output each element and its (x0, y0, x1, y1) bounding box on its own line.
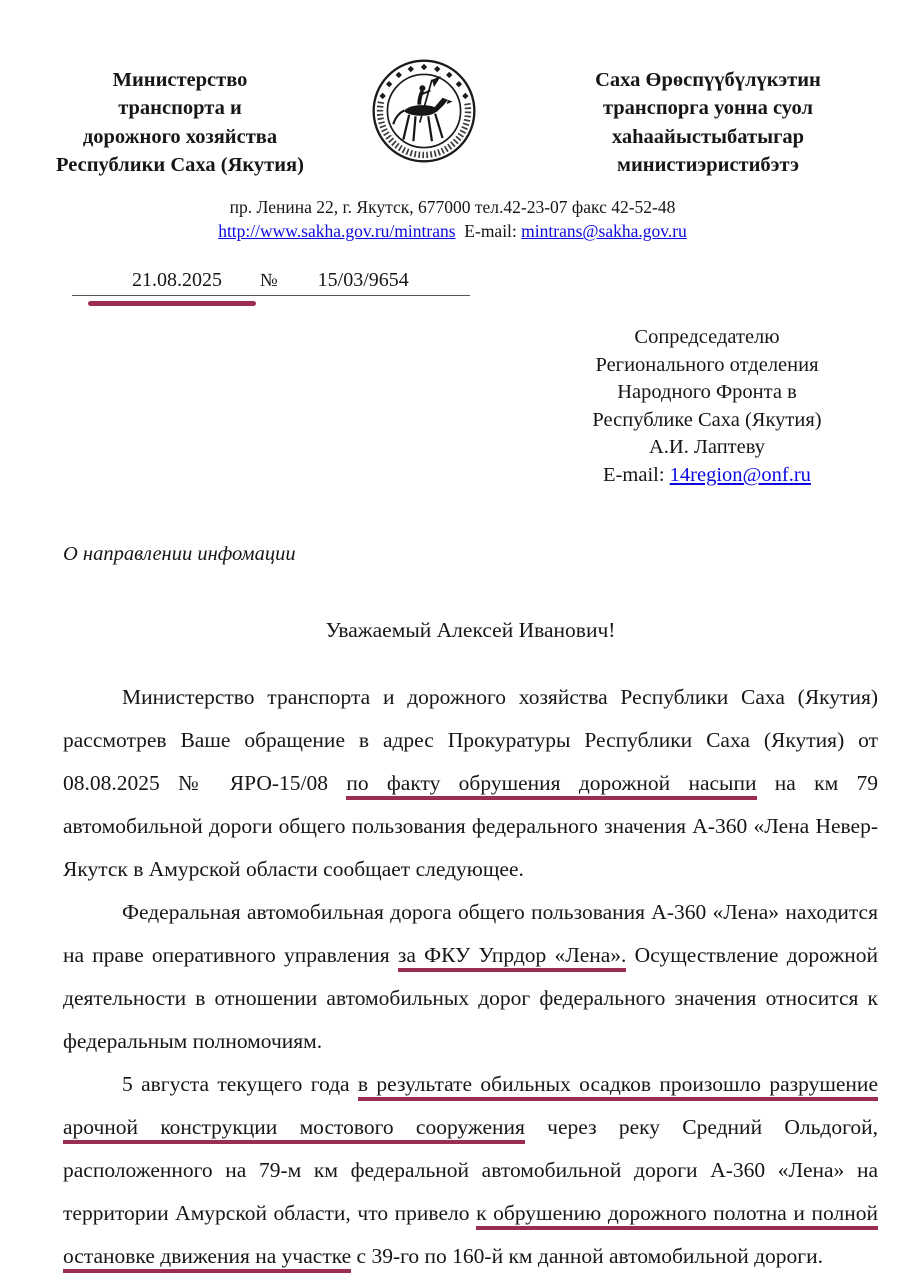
contact-block (0, 195, 905, 243)
ministry-email-link[interactable]: mintrans@sakha.gov.ru (521, 221, 687, 242)
sakha-coat-of-arms-icon (369, 58, 479, 164)
org-name-line: министиэристибэтэ (617, 153, 799, 176)
text-segment: на км 79 автомобильной дороги общего пользования федерального значения А-360 «Лена Невер-Якутск в Амурской области сообщает следующее. (63, 771, 878, 882)
salutation: Уважаемый Алексей Иванович! (325, 618, 616, 643)
email-label: E-mail: (464, 221, 517, 242)
text-segment: Осуществление дорожной деятельности в отношении автомобильных дорог федерального значения относится к федеральным полномочиям. (63, 943, 878, 1054)
document-date-number-row (0, 269, 905, 306)
paragraph (63, 676, 878, 891)
recipient-block (535, 324, 879, 489)
org-name-line: хаһаайыстыбатыгар (611, 125, 805, 148)
address-line: пр. Ленина 22, г. Якутск, 677000 тел.42-23-07 факс 42-52-48 (229, 197, 676, 218)
text-segment: Федеральная автомобильная дорога общего пользования А-360 «Лена» находится на праве оперативного управления (63, 900, 878, 968)
org-name-line: транспорга уонна суол (602, 97, 814, 120)
text-segment: Министерство транспорта и дорожного хозяйства Республики Саха (Якутия) рассмотрев Ваше обращение в адрес Прокуратуры Республики Саха (Якутия) от 08.08.2025 № ЯРО-15/08 (63, 685, 878, 796)
document-number: 15/03/9654 (317, 269, 409, 292)
org-name-line: Саха Өрөспүүбүлүкэтин (595, 69, 821, 91)
recipient-line: Республике Саха (Якутия) (592, 408, 822, 431)
email-label: E-mail: (603, 463, 665, 486)
text-segment: 5 августа текущего года (122, 1072, 358, 1097)
website-link[interactable]: http://www.sakha.gov.ru/mintrans (218, 221, 456, 242)
recipient-line: Народного Фронта в (617, 381, 797, 404)
ministry-name-yakut (533, 66, 883, 179)
text-segment: с 39-го по 160-й км данной автомобильной дороги. (351, 1244, 823, 1269)
recipient-name: А.И. Лаптеву (649, 436, 765, 459)
date-marker-underline (88, 301, 256, 306)
underlined-phrase: в результате обильных осадков произошло разрушение арочной конструкции мостового сооружения (63, 1072, 878, 1144)
recipient-email-line (535, 462, 879, 489)
ministry-name-russian (46, 66, 314, 179)
org-name-line: дорожного хозяйства (82, 125, 278, 148)
recipient-email-link[interactable]: 14region@onf.ru (669, 463, 811, 486)
letterhead (0, 0, 905, 179)
org-name-line: транспорта и (118, 97, 242, 120)
web-contacts-line (0, 219, 905, 243)
org-name-line: Республики Саха (Якутия) (56, 153, 304, 176)
recipient-line: Регионального отделения (595, 353, 819, 376)
underlined-phrase: по факту обрушения дорожной насыпи (346, 771, 756, 800)
text-segment: через реку Средний Ольдогой, расположенного на 79-м км федеральной автомобильной дороги А-360 «Лена» на территории Амурской области, что привело (63, 1115, 878, 1226)
underlined-phrase: к обрушению дорожного полотна и полной остановке движения на участке (63, 1201, 878, 1273)
date-number-rule (72, 269, 470, 296)
underlined-phrase: за ФКУ Упрдор «Лена». (398, 943, 627, 972)
org-name-line: Министерство (112, 69, 248, 91)
paragraph (63, 891, 878, 1063)
letter-body (63, 618, 878, 1278)
recipient-line: Сопредседателю (634, 326, 780, 349)
paragraph (63, 1063, 878, 1278)
subject-line: О направлении инфомации (63, 543, 296, 566)
number-sign: № (260, 271, 278, 292)
document-date: 21.08.2025 (132, 269, 222, 292)
